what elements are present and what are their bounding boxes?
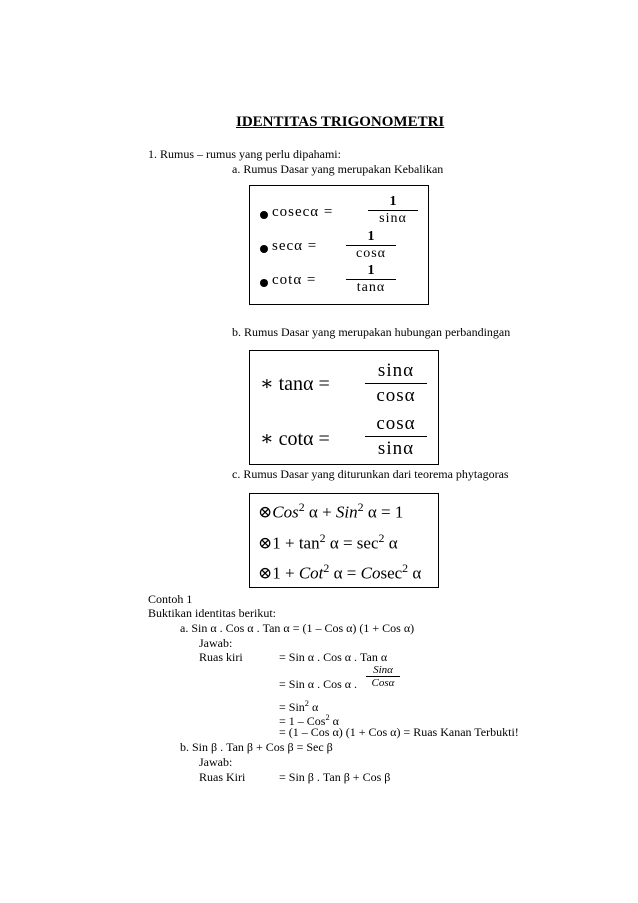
example-a-step-3: = Sin$^2$ α: [279, 699, 319, 714]
cosec-fraction: [368, 194, 418, 227]
cosec-numerator: 1: [389, 194, 397, 209]
cot-lhs: cotα =: [272, 272, 317, 288]
example-b-jawab: Jawab:: [199, 755, 233, 769]
sin-numerator: Sinα: [373, 664, 393, 676]
example-a-step-2: = Sin α . Cos α .: [279, 677, 358, 691]
cot-numerator: 1: [367, 263, 375, 278]
cos-denominator: Cosα: [371, 677, 395, 689]
page-title: IDENTITAS TRIGONOMETRI: [236, 114, 445, 130]
sub-b-heading: b. Rumus Dasar yang merupakan hubungan perbandingan: [232, 325, 511, 339]
cot-ratio-numerator: cosα: [376, 413, 416, 434]
tan-numerator: sinα: [377, 360, 415, 381]
cot-ratio-lhs: ∗ cotα =: [260, 428, 330, 450]
bullet-icon: [260, 279, 268, 287]
cot-denominator: tanα: [356, 280, 386, 295]
pythagorean-row-2: ⊗1 + $\tan^2 \alpha = \sec^2 \alpha$: [258, 531, 398, 553]
example-a-statement: a. Sin α . Cos α . Tan α = (1 – Cos α) (1 + Cos α): [180, 621, 415, 635]
bullet-icon: [260, 211, 268, 219]
pythagorean-row-1: ⊗Cos$^2$ α + Sin$^2$ α = 1: [258, 500, 404, 522]
otimes-icon: ⊗: [258, 563, 273, 583]
sec-fraction: [346, 229, 396, 262]
formula-box-ratio: [249, 350, 439, 465]
example-b-statement: b. Sin β . Tan β + Cos β = Sec β: [180, 740, 333, 754]
example-a-ruas-label: Ruas kiri: [199, 650, 243, 664]
tan-fraction: [365, 359, 427, 408]
tan-denominator: cosα: [376, 385, 416, 406]
bullet-icon: [260, 245, 268, 253]
sub-c-heading: c. Rumus Dasar yang diturunkan dari teorema phytagoras: [232, 467, 509, 481]
example-b-ruas-label: Ruas Kiri: [199, 770, 246, 784]
example-a-step-5: = (1 – Cos α) (1 + Cos α) = Ruas Kanan Terbukti!: [279, 725, 519, 739]
formula-box-reciprocal: [249, 185, 429, 305]
example-a-jawab: Jawab:: [199, 636, 233, 650]
sec-denominator: cosα: [356, 246, 386, 261]
otimes-icon: ⊗: [258, 502, 273, 522]
otimes-icon: ⊗: [258, 533, 273, 553]
formula-box-pythagorean: [249, 493, 439, 588]
example-instruction: Buktikan identitas berikut:: [148, 606, 276, 620]
cosec-denominator: sinα: [379, 211, 407, 226]
cot-fraction: [346, 263, 396, 296]
sub-a-heading: a. Rumus Dasar yang merupakan Kebalikan: [232, 162, 444, 176]
cot-ratio-fraction: [365, 412, 427, 461]
example-a-step-4: = 1 – Cos$^2$ α: [279, 713, 339, 728]
sec-lhs: secα =: [272, 238, 318, 254]
sin-over-cos-fraction: [366, 664, 400, 689]
tan-lhs: ∗ tanα =: [260, 373, 330, 395]
example-b-step-1: = Sin β . Tan β + Cos β: [279, 770, 391, 784]
example-a-step-1: = Sin α . Cos α . Tan α: [279, 650, 388, 664]
cosec-lhs: cosecα =: [272, 204, 334, 220]
example-heading: Contoh 1: [148, 592, 193, 606]
cot-ratio-denominator: sinα: [377, 438, 415, 459]
pythagorean-row-3: ⊗1 + Cot$^2$ α = Cosec$^2$ α: [258, 561, 422, 583]
section-1-heading: 1. Rumus – rumus yang perlu dipahami:: [148, 147, 341, 161]
sec-numerator: 1: [367, 229, 375, 244]
